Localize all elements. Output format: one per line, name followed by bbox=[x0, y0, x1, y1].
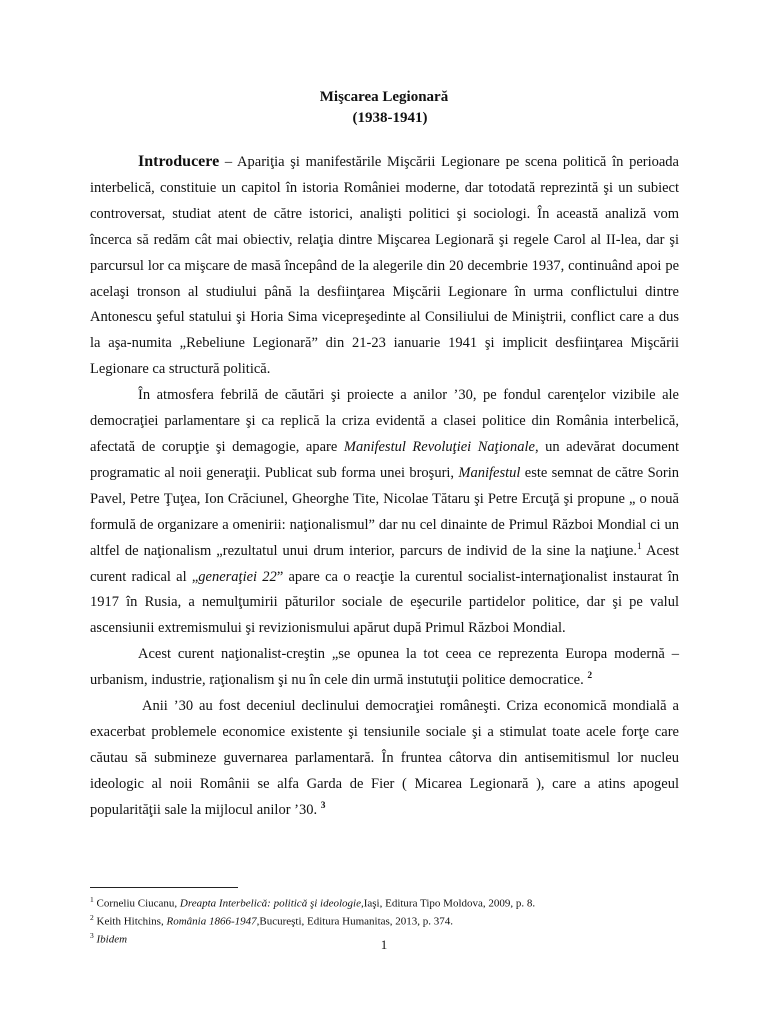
italic-title: Manifestul Revoluţiei Naţionale bbox=[343, 438, 535, 455]
footnote-text: Keith Hitchins, bbox=[96, 915, 167, 928]
page-number: 1 bbox=[380, 937, 388, 952]
paragraph-text: Acest curent naţionalist-creştin „se opunea la tot ceea ce reprezenta Europa modernă – urbanism, industrie, raţionalism şi nu în cele din urmă instutuţii politice democratice. bbox=[90, 646, 679, 689]
italic-term: generaţiei 22 bbox=[198, 568, 277, 585]
paragraph-decline bbox=[90, 694, 679, 824]
paragraph-text: Acest curent radical al „ bbox=[90, 542, 679, 585]
footnote-text: Corneliu Ciucanu, bbox=[96, 897, 180, 910]
italic-title: Manifestul bbox=[458, 464, 521, 481]
title-line-2: (1938-1941) bbox=[352, 110, 428, 126]
footnote-reference: 1 bbox=[636, 541, 642, 552]
paragraph-text: , un adevărat document programatic al noii generaţii. Publicat sub forma unei broşuri, bbox=[90, 438, 680, 481]
footnote-2 bbox=[90, 911, 690, 929]
title-line-1: Mişcarea Legionară bbox=[319, 89, 449, 105]
paragraph-current bbox=[90, 642, 679, 694]
paragraph-text: În atmosfera febrilă de căutări şi proiecte a anilor ’30, pe fondul carenţelor vizibile ale democraţiei parlamentare şi ca replică la criza evidentă a clasei politice din România interbelică, afectată de corupţie şi demagogie, apare bbox=[90, 387, 679, 455]
footnote-italic: Ibidem bbox=[96, 933, 128, 946]
body-text bbox=[90, 149, 679, 824]
footnote-reference: 3 bbox=[320, 800, 326, 811]
paragraph-text: ” apare ca o reacţie la curentul socialist-internaţionalist instaurat în 1917 în Rusia, a nemulţumirii păturilor sociale de eşecurile partidelor politice, dar şi pe valul ascensiunii extremismului şi revizionismului apărut după Primul Război Mondial. bbox=[90, 568, 679, 637]
paragraph-text: – Apariţia şi manifestările Mişcării Legionare pe scena politică în perioada interbelică, constituie un capitol în istoria României moderne, dar totodată reprezintă şi un subiect controversat, studiat atent de către istorici, analişti politici şi sociologi. În această analiză vom încerca să redăm cât mai obiectiv, relaţia dintre Mişcarea Legionară şi regele Carol al II-lea, dar şi parcursul lor ca mişcare de masă începând de la alegerile din 20 decembrie 1937, continuând apoi pe acelaşi tronson al studiului până la desfiinţarea Mişcării Legionare în urma conflictului dintre Antonescu şeful statului şi Horia Sima vicepreşedinte al Consiliului de Miniştrii, conflict care a dus la aşa-numita „Rebeliune Legionară” din 21-23 ianuarie 1941 şi implicit desfiinţarea Mişcării Legionare ca structură politică. bbox=[90, 154, 679, 378]
footnote-number: 1 bbox=[90, 895, 94, 904]
footnote-separator bbox=[90, 887, 238, 888]
page-title bbox=[0, 87, 768, 129]
paragraph-manifesto bbox=[90, 383, 679, 642]
paragraph-text: este semnat de către Sorin Pavel, Petre Ţuţea, Ion Crăciunel, Gheorghe Tite, Nicolae Tătaru şi Petre Ercuţă şi propune „ o nouă formulă de organizare a omenirii: naţionalismul” dar nu cel dinainte de Primul Război Mondial ci un altfel de naţionalism „rezultatul unui drum interior, parcurs de individ de la sine la naţiune. bbox=[90, 464, 680, 559]
footnote-italic: România 1866-1947, bbox=[166, 915, 260, 928]
footnote-italic: Dreapta Interbelică: politică şi ideologie, bbox=[179, 897, 364, 910]
footnote-1 bbox=[90, 893, 690, 911]
footnote-number: 2 bbox=[90, 913, 94, 923]
introduction-heading: Introducere bbox=[138, 153, 220, 170]
footnote-reference: 2 bbox=[587, 671, 593, 682]
footnote-number: 3 bbox=[90, 931, 94, 941]
paragraph-text: Anii ’30 au fost deceniul declinului democraţiei româneşti. Criza economică mondială a exacerbat problemele economice existente şi tensiunile sociale şi a stimulat toate acele forţe care căutau să submineze guvernarea parlamentară. În fruntea câtorva din antisemitismul lor nucleu ideologic al noii Românii se alfa Garda de Fier ( Micarea Legionară ), care a atins apogeul popularităţii sale la mijlocul anilor ’30. bbox=[90, 698, 679, 818]
paragraph-introduction bbox=[90, 149, 679, 383]
footnote-text: Bucureşti, Editura Humanitas, 2013, p. 374. bbox=[259, 915, 454, 928]
footnote-text: Iaşi, Editura Tipo Moldova, 2009, p. 8. bbox=[363, 897, 536, 910]
